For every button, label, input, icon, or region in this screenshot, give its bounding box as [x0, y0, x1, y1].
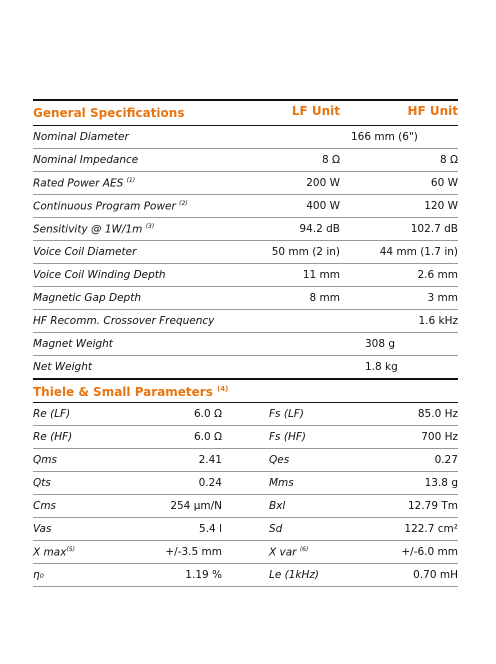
ts-value-left: 2.41: [198, 454, 222, 466]
spec-row: [33, 241, 458, 264]
ts-label-left: Qms: [33, 454, 57, 466]
spec-row: [33, 310, 458, 333]
spec-value-lf: 11 mm: [302, 269, 340, 281]
ts-label-left: Qts: [33, 477, 51, 489]
ts-value-left: 6.0 Ω: [193, 431, 222, 443]
ts-value-right: 122.7 cm²: [404, 523, 458, 535]
spec-label: Nominal Diameter: [33, 131, 129, 143]
spec-label: Sensitivity @ 1W/1m $^{(3)}$: [33, 223, 155, 236]
ts-label-right: Mms: [269, 477, 294, 489]
spec-value-lf: 94.2 dB: [299, 223, 340, 235]
general-spec-title: General Specifications: [33, 106, 185, 120]
ts-row: [33, 518, 458, 541]
spec-label: Magnetic Gap Depth: [33, 292, 141, 304]
ts-label-right: Le (1kHz): [269, 569, 320, 581]
ts-label-left: Vas: [33, 523, 52, 535]
spec-row: [33, 126, 458, 149]
ts-parameter-rows: [33, 403, 458, 587]
ts-value-right: 85.0 Hz: [417, 408, 458, 420]
ts-row: [33, 426, 458, 449]
spec-value-hf: 3 mm: [427, 292, 458, 304]
ts-value-left: 1.19 %: [185, 569, 222, 581]
spec-label: HF Recomm. Crossover Frequency: [33, 315, 215, 327]
ts-value-left: +/-3.5 mm: [165, 546, 222, 558]
ts-label-right: Bxl: [269, 500, 286, 512]
ts-value-right: 0.70 mH: [413, 569, 458, 581]
spec-row: [33, 172, 458, 195]
spec-value-hf: 8 Ω: [439, 154, 458, 166]
spec-value-lf: 8 Ω: [321, 154, 340, 166]
spec-row: [33, 218, 458, 241]
spec-row: [33, 287, 458, 310]
ts-label-right: X var $^{(6)}$: [269, 546, 309, 559]
ts-parameters-header: [33, 380, 458, 403]
spec-value-lf: 400 W: [306, 200, 340, 212]
spec-value-combined: 1.8 kg: [365, 361, 398, 373]
ts-value-left: 5.4 l: [199, 523, 222, 535]
spec-label: Voice Coil Winding Depth: [33, 269, 166, 281]
spec-value-lf: 8 mm: [309, 292, 340, 304]
ts-row: [33, 403, 458, 426]
ts-value-right: +/-6.0 mm: [401, 546, 458, 558]
ts-label-right: Fs (HF): [269, 431, 306, 443]
lf-unit-column-header: LF Unit: [291, 104, 340, 118]
ts-value-left: 6.0 Ω: [193, 408, 222, 420]
ts-row: [33, 495, 458, 518]
general-spec-header: [33, 99, 458, 126]
spec-label: Nominal Impedance: [33, 154, 139, 166]
ts-row: [33, 472, 458, 495]
ts-label-left: Re (HF): [33, 431, 73, 443]
ts-label-right: Qes: [269, 454, 290, 466]
spec-value-combined: 308 g: [365, 338, 396, 350]
ts-value-right: 12.79 Tm: [407, 500, 458, 512]
spec-value-hf: 1.6 kHz: [418, 315, 458, 327]
ts-row: [33, 564, 458, 587]
general-spec-rows: [33, 126, 458, 380]
spec-row: [33, 149, 458, 172]
spec-value-combined: 166 mm (6"): [351, 131, 418, 143]
spec-label: Rated Power AES $^{(1)}$: [33, 177, 136, 190]
spec-label: Voice Coil Diameter: [33, 246, 137, 258]
ts-row: [33, 541, 458, 564]
spec-value-hf: 102.7 dB: [410, 223, 458, 235]
ts-parameters-title: Thiele & Small Parameters $^{(4)}$: [33, 385, 229, 399]
ts-label-right: Sd: [269, 523, 283, 535]
ts-value-left: 0.24: [198, 477, 222, 489]
ts-label-left: Cms: [33, 500, 57, 512]
spec-row: [33, 195, 458, 218]
spec-row: [33, 356, 458, 380]
ts-value-right: 13.8 g: [424, 477, 458, 489]
spec-sheet: [33, 99, 458, 587]
spec-value-hf: 60 W: [430, 177, 458, 189]
spec-value-hf: 44 mm (1.7 in): [379, 246, 458, 258]
spec-label: Magnet Weight: [33, 338, 113, 350]
ts-value-right: 0.27: [434, 454, 458, 466]
ts-value-left: 254 µm/N: [170, 500, 222, 512]
ts-value-right: 700 Hz: [421, 431, 458, 443]
spec-value-lf: 200 W: [306, 177, 340, 189]
spec-label: Continuous Program Power $^{(2)}$: [33, 200, 188, 213]
spec-row: [33, 333, 458, 356]
ts-row: [33, 449, 458, 472]
ts-label-left: η₀: [33, 569, 44, 581]
spec-value-hf: 120 W: [424, 200, 458, 212]
spec-value-lf: 50 mm (2 in): [271, 246, 340, 258]
ts-label-left: Re (LF): [33, 408, 71, 420]
ts-label-right: Fs (LF): [269, 408, 304, 420]
spec-label: Net Weight: [33, 361, 92, 373]
ts-label-left: X $\max^{(5)}$: [33, 546, 75, 559]
spec-row: [33, 264, 458, 287]
hf-unit-column-header: HF Unit: [407, 104, 458, 118]
spec-value-hf: 2.6 mm: [417, 269, 458, 281]
